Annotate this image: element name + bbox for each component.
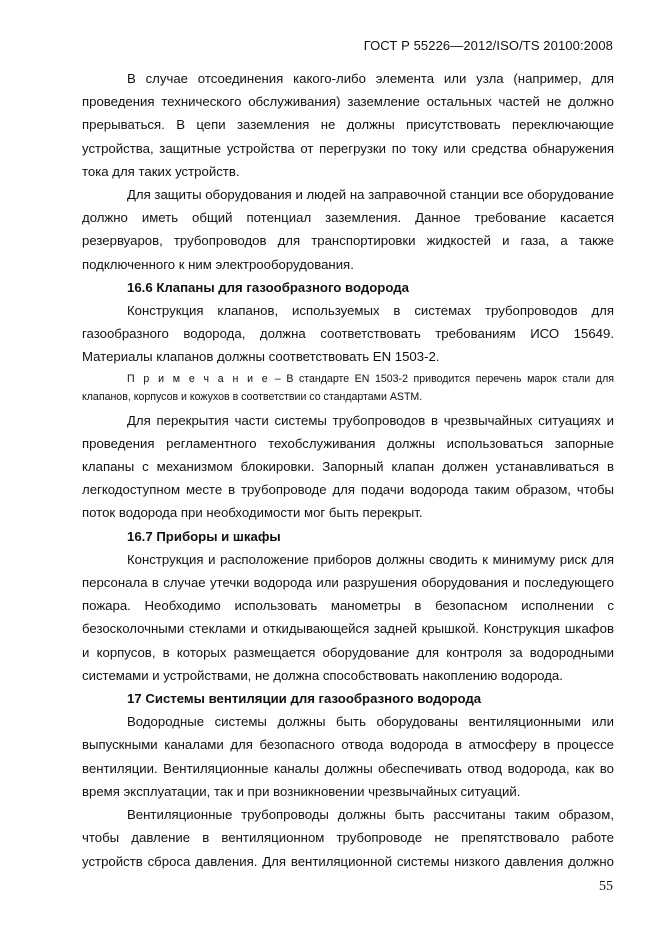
paragraph-common-potential: Для защиты оборудования и людей на заправочной станции все оборудование должно иметь общий потенциал заземления. Данное требование касается резервуаров, трубопроводов для транспортировки жидкостей и газа, а также подключенного к ним электрооборудования. (82, 187, 614, 272)
section-heading-16-7: 16.7 Приборы и шкафы (127, 528, 281, 544)
page-number: 55 (599, 879, 613, 894)
paragraph-valve-design: Конструкция клапанов, используемых в системах трубопроводов для газообразного водорода, должна соответствовать требованиям ИСО 15649. Материалы клапанов должны соответствовать EN 1503-2. (82, 303, 614, 365)
paragraph-instruments-cabinets: Конструкция и расположение приборов должны сводить к минимуму риск для персонала в случае утечки водорода или разрушения оборудования и последующего пожара. Необходимо использовать манометры в безопасном исполнении с безосколочными стеклами и откидывающейся задней крышкой. Конструкция шкафов и корпусов, в которых размещается оборудование для контроля за водородными системами и устройствами, не должна способствовать накоплению водорода. (82, 551, 614, 683)
note-label: П р и м е ч а н и е (127, 372, 270, 385)
note-block (82, 370, 614, 406)
document-body (82, 67, 614, 873)
paragraph-shutoff-valves: Для перекрытия части системы трубопроводов в чрезвычайных ситуациях и проведения регламентного техобслуживания должны использоваться запорные клапаны с механизмом блокировки. Запорный клапан должен устанавливаться в легкодоступном месте в трубопроводе для подачи водорода таким образом, чтобы поток водорода при необходимости мог быть перекрыт. (82, 412, 614, 521)
paragraph-grounding-disconnect: В случае отсоединения какого-либо элемента или узла (например, для проведения технического обслуживания) заземление остальных частей не должно прерываться. В цепи заземления не должны присутствовать переключающие устройства, защитные устройства от перегрузки по току или средства обнаружения тока для таких устройств. (82, 71, 614, 179)
section-heading-16-6: 16.6 Клапаны для газообразного водорода (127, 279, 409, 295)
paragraph-vent-channels: Водородные системы должны быть оборудованы вентиляционными или выпускными каналами для безопасного отвода водорода в атмосферу в процессе вентиляции. Вентиляционные каналы должны обеспечивать отвод водорода, как во время эксплуатации, так и при возникновении чрезвычайных ситуаций. (82, 714, 614, 799)
document-header-code: ГОСТ Р 55226—2012/ISO/TS 20100:2008 (363, 38, 613, 53)
paragraph-vent-pipes: Вентиляционные трубопроводы должны быть рассчитаны таким образом, чтобы давление в вентиляционном трубопроводе не препятствовало работе устройств сброса давления. Для вентиляционной системы низкого давления должно (82, 807, 614, 869)
note-text: – В стандарте EN 1503-2 приводится перечень марок стали для клапанов, корпусов и кожухов в соответствии со стандартами ASTM. (82, 372, 614, 403)
section-heading-17: 17 Системы вентиляции для газообразного водорода (127, 691, 482, 707)
